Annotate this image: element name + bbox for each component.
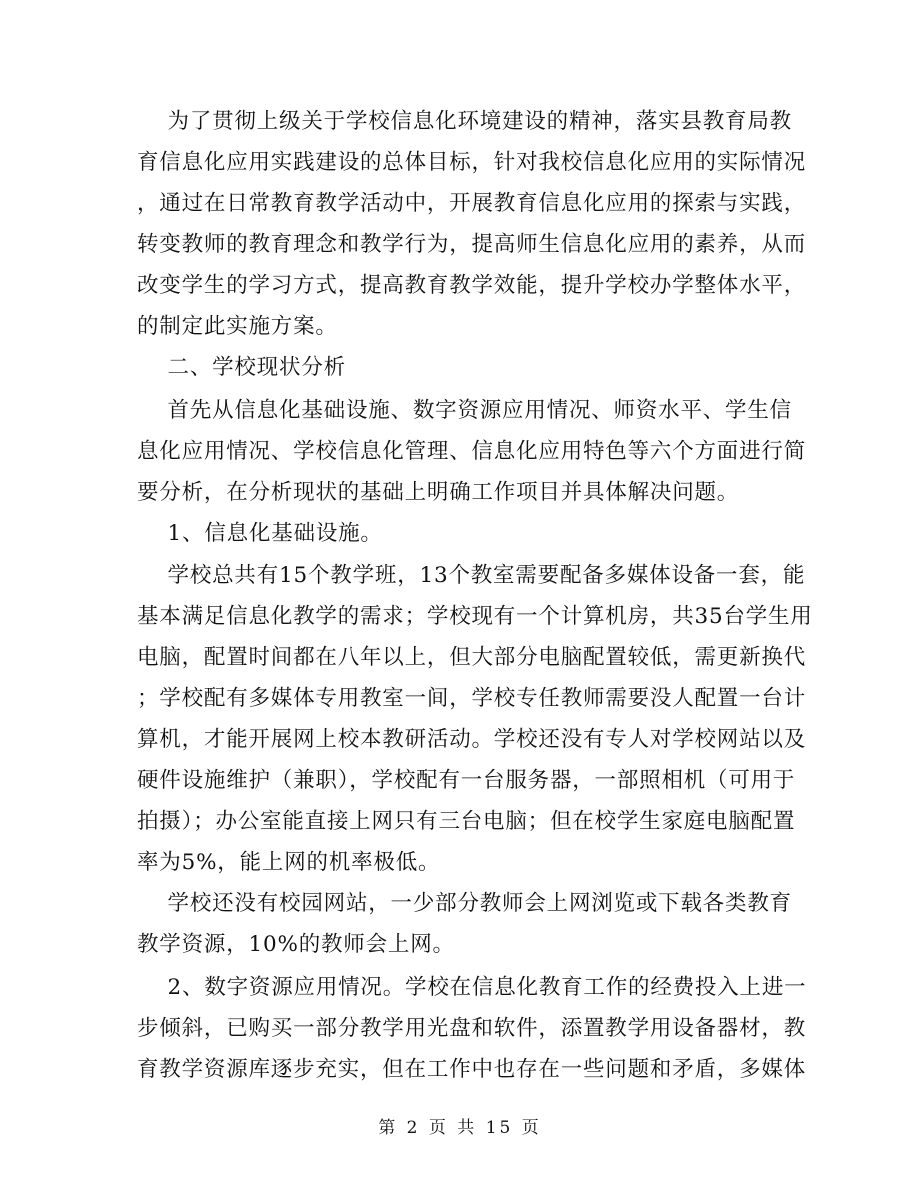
text-line: 硬件设施维护（兼职），学校配有一台服务器，一部照相机（可用于 xyxy=(137,768,796,793)
text-line: 为了贯彻上级关于学校信息化环境建设的精神，落实县教育局教 xyxy=(137,109,792,134)
text-line: 育教学资源库逐步充实，但在工作中也存在一些问题和矛盾，多媒体 xyxy=(137,1057,807,1082)
text-line: 算机，才能开展网上校本教研活动。学校还没有专人对学校网站以及 xyxy=(137,727,807,752)
text-line: 拍摄）；办公室能直接上网只有三台电脑；但在校学生家庭电脑配置 xyxy=(137,809,796,834)
text-line: 息化应用情况、学校信息化管理、信息化应用特色等六个方面进行简 xyxy=(137,439,807,464)
text-line: 首先从信息化基础设施、数字资源应用情况、师资水平、学生信 xyxy=(137,398,792,423)
text-line: 2、数字资源应用情况。学校在信息化教育工作的经费投入上进一 xyxy=(137,975,807,1000)
subsection-heading: 1、信息化基础设施。 xyxy=(137,521,383,546)
text-line: 学校总共有15个教学班，13个教室需要配备多媒体设备一套，能 xyxy=(137,563,806,588)
text-line: 学校还没有校园网站，一少部分教师会上网浏览或下载各类教育 xyxy=(137,891,792,916)
text-line: ，通过在日常教育教学活动中，开展教育信息化应用的探索与实践， xyxy=(137,191,807,216)
text-line: 教学资源，10%的教师会上网。 xyxy=(137,932,455,957)
page-number-footer: 第 2 页 共 15 页 xyxy=(378,1118,542,1138)
text-line: 基本满足信息化教学的需求；学校现有一个计算机房，共35台学生用 xyxy=(137,604,813,629)
text-line: 的制定此实施方案。 xyxy=(137,314,338,339)
text-line: 转变教师的教育理念和教学行为，提高师生信息化应用的素养，从而 xyxy=(137,232,807,257)
text-line: 改变学生的学习方式，提高教育教学效能，提升学校办学整体水平， xyxy=(137,273,807,298)
text-line: ；学校配有多媒体专用教室一间，学校专任教师需要没人配置一台计 xyxy=(137,686,807,711)
section-heading: 二、学校现状分析 xyxy=(137,355,346,380)
text-line: 电脑，配置时间都在八年以上，但大部分电脑配置较低，需更新换代 xyxy=(137,645,807,670)
text-line: 要分析，在分析现状的基础上明确工作项目并具体解决问题。 xyxy=(137,480,740,505)
text-line: 步倾斜，已购买一部分教学用光盘和软件，添置教学用设备器材，教 xyxy=(137,1016,807,1041)
text-line: 育信息化应用实践建设的总体目标，针对我校信息化应用的实际情况 xyxy=(137,150,807,175)
text-line: 率为5%，能上网的机率极低。 xyxy=(137,850,441,875)
